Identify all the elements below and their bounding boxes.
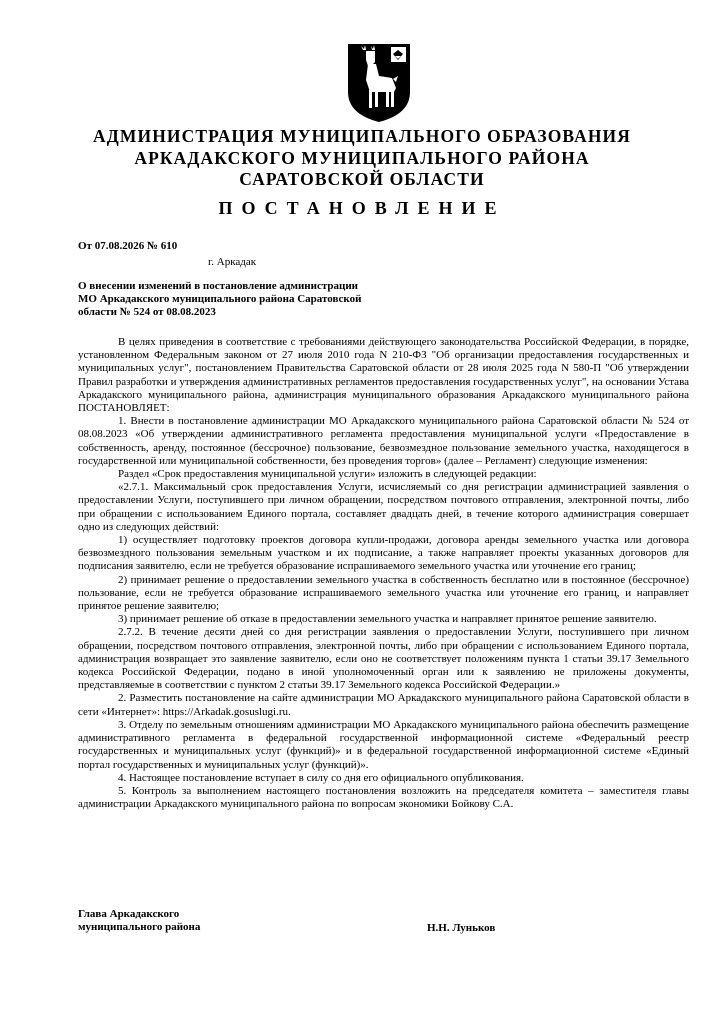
document-subject <box>78 280 418 319</box>
subject-line: МО Аркадакского муниципального района Саратовской <box>78 293 362 305</box>
org-header-line-1: АДМИНИСТРАЦИЯ МУНИЦИПАЛЬНОГО ОБРАЗОВАНИЯ <box>93 126 631 146</box>
subject-line: О внесении изменений в постановление администрации <box>78 280 359 292</box>
document-date-number: От 07.08.2026 № 610 <box>78 240 178 252</box>
document-title: ПОСТАНОВЛЕНИЕ <box>218 198 506 218</box>
body-paragraph: 5. Контроль за выполнением настоящего постановления возложить на председателя комитета – заместителя главы администрации Аркадакского муниципального района по вопросам экономики Бойкову С.А. <box>78 784 689 811</box>
body-paragraph: 3. Отделу по земельным отношениям администрации МО Аркадакского муниципального района обеспечить размещение административного регламента в федеральной государственной информационной системе «Федеральный реестр государственных и муниципальных услуг (функций)» и в федеральной государственной информационной системе «Единый портал государственных и муниципальных услуг (функций)». <box>78 718 689 771</box>
body-paragraph: 4. Настоящее постановление вступает в силу со дня его официального опубликования. <box>118 771 524 784</box>
body-paragraph: 1) осуществляет подготовку проектов договора купли-продажи, договора аренды земельного участка или договора безвозмездного пользования земельным участком и их подписание, а также направляет проекты указанных договоров для подписания заявителю, если не требуется образование испрашиваемого земельного участка или уточнение его границ; <box>78 534 689 573</box>
body-paragraph: 3) принимает решение об отказе в предоставлении земельного участка и направляет принятое решение заявителю. <box>118 613 657 626</box>
body-paragraph: 2. Разместить постановление на сайте администрации МО Аркадакского муниципального района Саратовской области в сети «Интернет»: https://Arkadak.gosuslugi.ru. <box>78 692 689 718</box>
document-place: г. Аркадак <box>208 256 257 268</box>
body-paragraph: 1. Внести в постановление администрации МО Аркадакского муниципального района Саратовской области № 524 от 08.08.2023 «Об утверждении административного регламента предоставления муниципальной услуги «Предоставление в собственность, аренду, постоянное (бессрочное) пользование, безвозмездное пользование земельного участка, находящегося в государственной или муниципальной собственности, без проведения торгов» (далее – Регламент) следующие изменения: <box>78 415 689 467</box>
body-paragraph: Раздел «Срок предоставления муниципальной услуги» изложить в следующей редакции: <box>118 468 537 481</box>
coat-of-arms-emblem <box>346 42 412 124</box>
org-header-line-3: САРАТОВСКОЙ ОБЛАСТИ <box>239 169 485 189</box>
body-paragraph: 2) принимает решение о предоставлении земельного участка в собственность бесплатно или в постоянное (бессрочное) пользование, если не требуется образование испрашиваемого земельного участка или уточнение его границ, и направляет принятое решение заявителю; <box>78 573 689 613</box>
signatory-position-line: муниципального района <box>78 921 201 933</box>
signatory-position <box>78 908 200 934</box>
body-paragraph: 2.7.2. В течение десяти дней со дня регистрации заявления о предоставлении Услуги, поступившего при личном обращении, посредством почтового отправления, электронной почты, либо при обращении с использованием Единого портала, администрация возвращает это заявление заявителю, если оно не соответствует положениям пункта 1 статьи 39.17 Земельного кодекса Российской Федерации, подано в иной уполномоченный орган или к заявлению не приложены документы, представляемые в соответствии с пунктом 2 статьи 39.17 Земельного кодекса Российской Федерации.» <box>78 626 689 692</box>
org-header-line-2: АРКАДАКСКОГО МУНИЦИПАЛЬНОГО РАЙОНА <box>134 148 590 168</box>
signatory-name: Н.Н. Луньков <box>427 922 496 934</box>
document-body <box>78 336 689 811</box>
body-paragraph: «2.7.1. Максимальный срок предоставления Услуги, исчисляемый со дня регистрации администрацией заявления о предоставлении Услуги, поступившего при личном обращении, посредством почтового отправления, электронной почты, либо при обращении с использованием Единого портала, составляет двадцать дней, в течение которого администрация совершает одно из следующих действий: <box>78 481 689 533</box>
body-paragraph: В целях приведения в соответствие с требованиями действующего законодательства Российской Федерации, в порядке, установленном Федеральным законом от 27 июля 2010 года N 210-ФЗ "Об организации предоставления государственных и муниципальных услуг", постановлением Правительства Саратовской области от 28 июля 2025 года N 580-П "Об утверждении Правил разработки и утверждения административных регламентов предоставления государственных услуг", на основании Устава Аркадакского муниципального района, администрация муниципального образования Аркадакского муниципального района ПОСТАНОВЛЯЕТ: <box>78 336 689 415</box>
subject-line: области № 524 от 08.08.2023 <box>78 306 216 318</box>
signatory-position-line: Глава Аркадакского <box>78 908 180 920</box>
